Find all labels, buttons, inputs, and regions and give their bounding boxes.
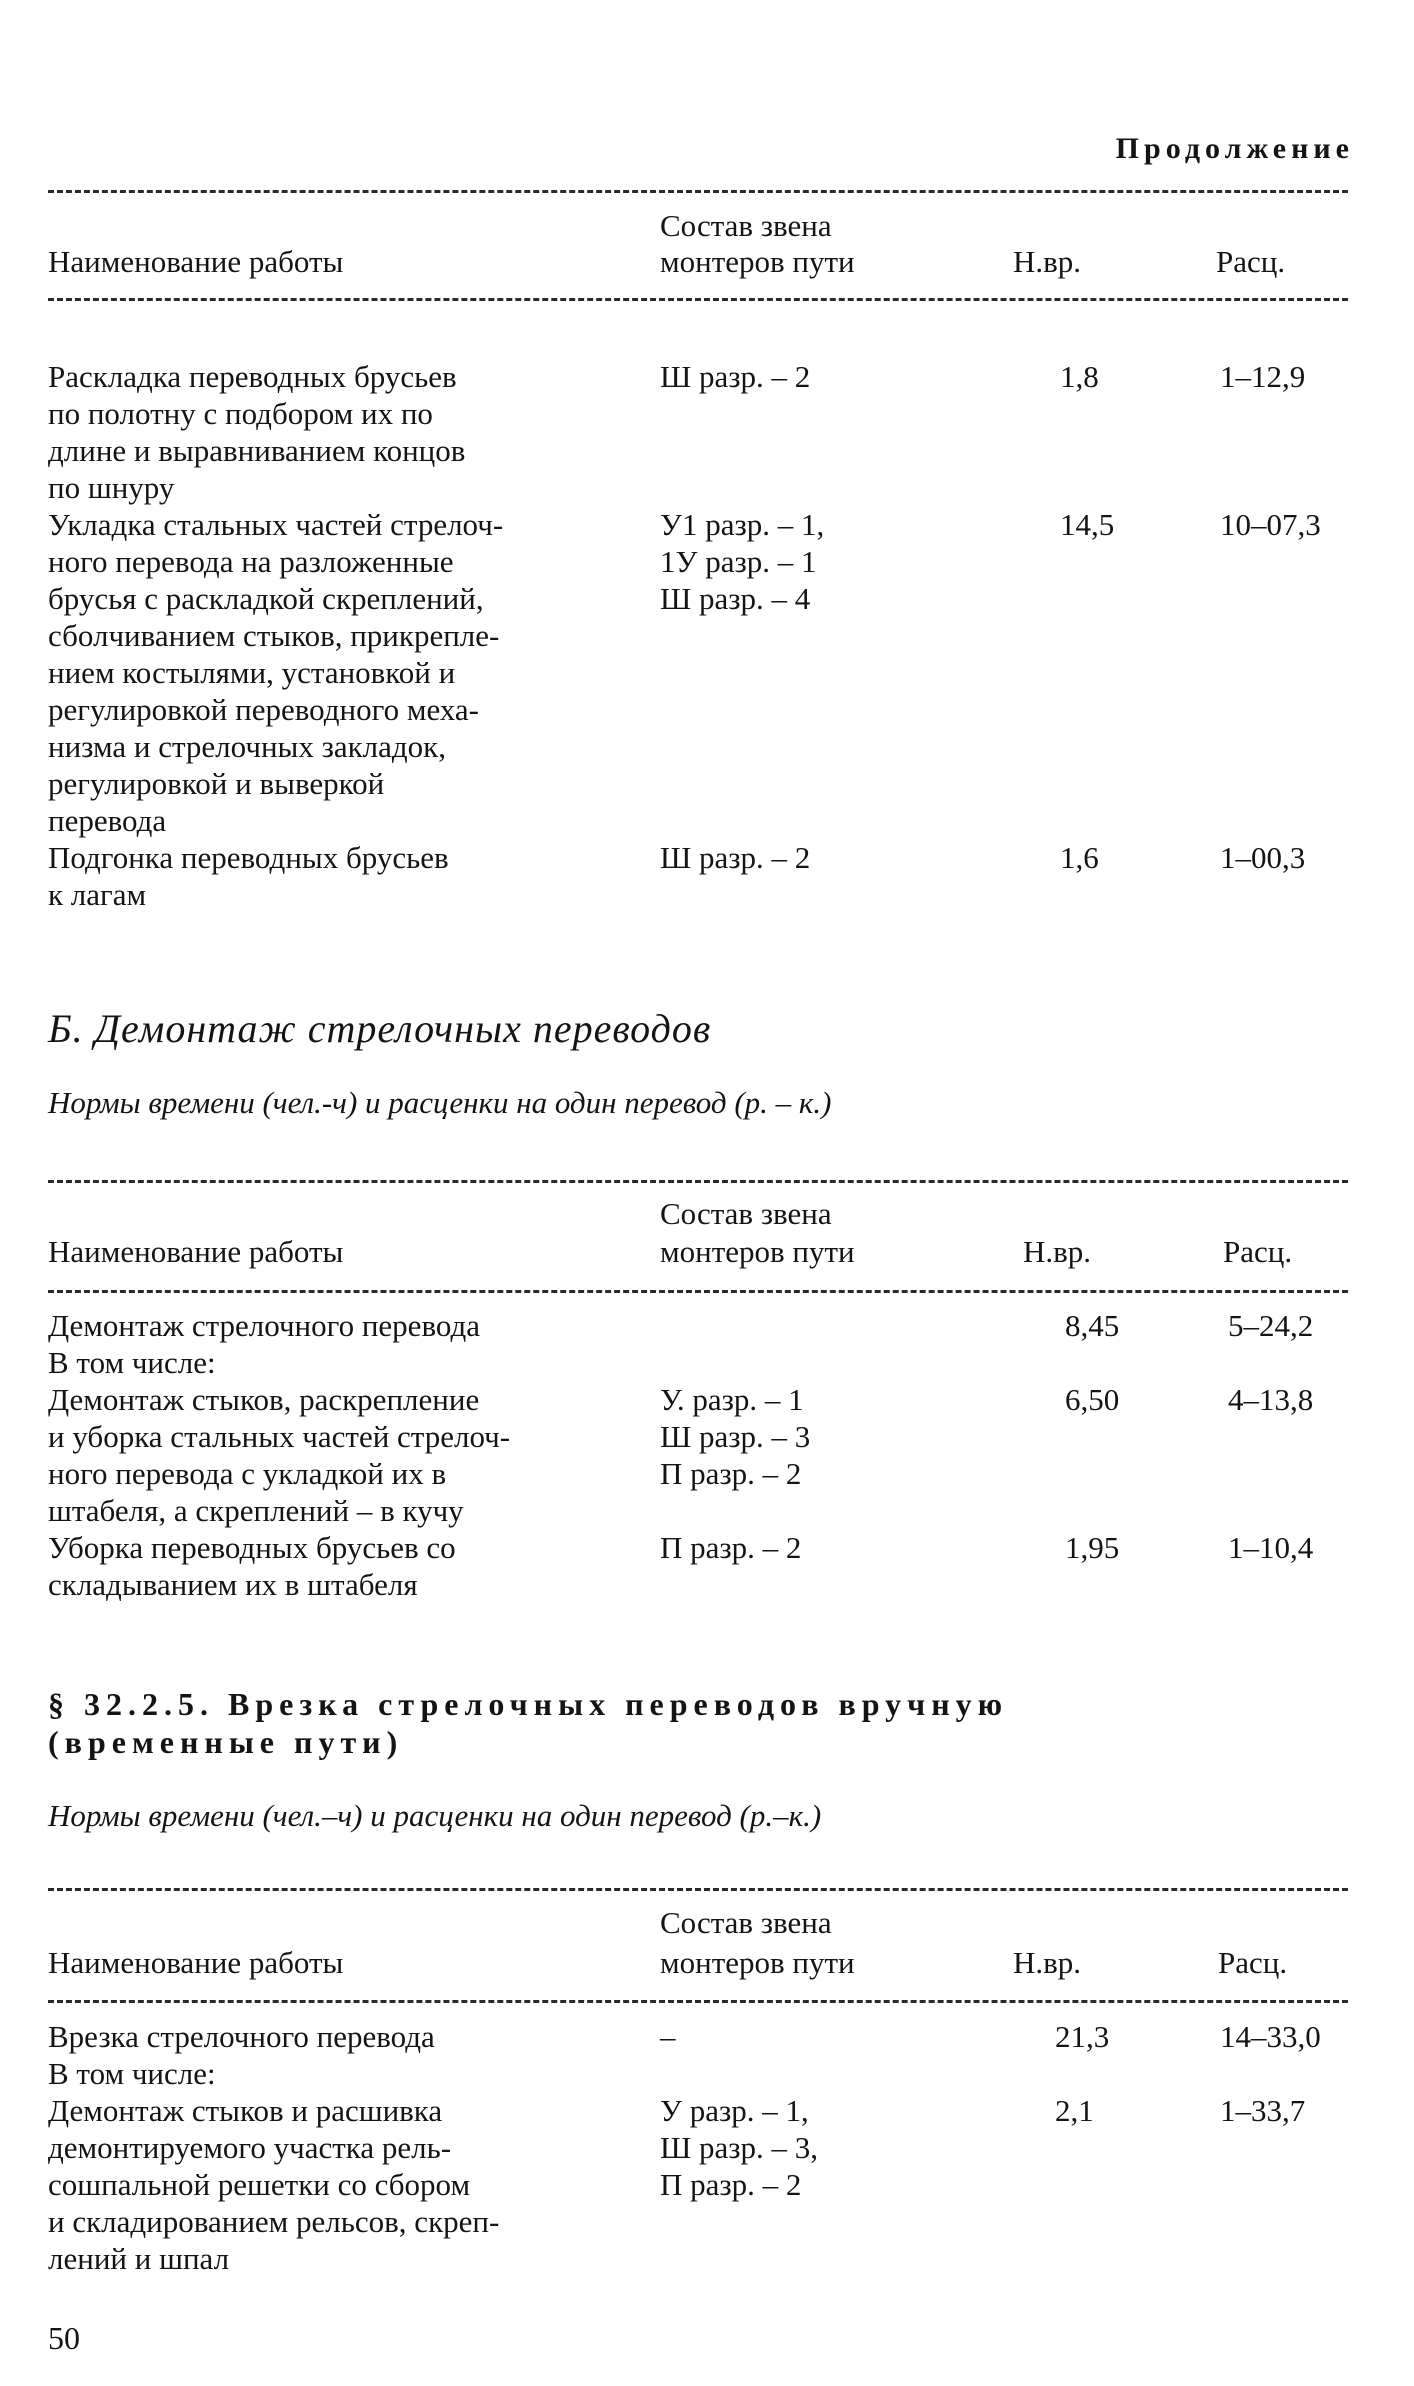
header-name: Наименование работы [48,244,344,279]
section-title: Б. Демонтаж стрелочных переводов [48,1006,712,1051]
work-name-line: и уборка стальных частей стрелоч- [48,1419,511,1454]
crew-cell [660,358,1030,506]
work-name-line: ного перевода с укладкой их в [48,1456,447,1491]
work-name-line: регулировкой и выверкой [48,766,385,801]
work-name-line: по шнуру [48,470,175,505]
work-name-line: Демонтаж стрелочного перевода [48,1308,481,1343]
work-name-line: Укладка стальных частей стрелоч- [48,507,504,542]
work-name-line: длине и выравниванием концов [48,433,466,468]
norms-table-1 [48,358,1348,913]
table-row [48,839,1348,913]
continuation-label: Продолжение [1115,132,1354,165]
rate-value: 5–24,2 [1228,1308,1314,1343]
crew-line: – [660,2019,676,2054]
norms-table-2 [48,1307,1348,1603]
work-name-cell [48,1529,660,1603]
work-name-line: Уборка переводных брусьев со [48,1530,456,1565]
crew-cell [660,1381,1030,1529]
work-name-cell [48,506,660,839]
norms-caption: Нормы времени (чел.-ч) и расценки на один перевод (р. – к.) [48,1085,832,1120]
rate-value: 1–00,3 [1220,840,1306,875]
table-rule [48,190,1348,193]
work-name-line: ного перевода на разложенные [48,544,454,579]
paragraph-heading-line2: (временные пути) [48,1724,404,1760]
norms-table-3 [48,2018,1348,2277]
crew-line: Ш разр. – 2 [660,359,811,394]
work-name-cell [48,2018,660,2092]
time-value: 1,6 [1060,840,1099,875]
time-value: 21,3 [1055,2019,1110,2054]
time-cell [1030,839,1220,913]
table-row [48,1307,1348,1381]
time-cell [1030,2018,1220,2092]
crew-cell [660,2018,1030,2092]
crew-cell [660,2092,1030,2277]
table-rule [48,1180,1348,1183]
header-time: Н.вр. [1013,1945,1082,1980]
table-row [48,358,1348,506]
rate-cell [1220,1381,1348,1529]
work-name-line: демонтируемого участка рель- [48,2130,452,2165]
rate-value: 10–07,3 [1220,507,1321,542]
crew-line: Ш разр. – 3, [660,2130,819,2165]
page-number: 50 [48,2320,80,2356]
rate-value: 4–13,8 [1228,1382,1314,1417]
work-name-cell [48,1381,660,1529]
header-name: Наименование работы [48,1234,344,1269]
work-name-line: сошпальной решетки со сбором [48,2167,471,2202]
work-name-line: по полотну с подбором их по [48,396,433,431]
crew-cell [660,506,1030,839]
rate-value: 1–33,7 [1220,2093,1306,2128]
crew-line: У1 разр. – 1, [660,507,825,542]
time-cell [1030,506,1220,839]
crew-cell [660,1307,1030,1381]
table-rule [48,1290,1348,1293]
work-name-line: складыванием их в штабеля [48,1567,418,1602]
work-name-line: брусья с раскладкой скреплений, [48,581,484,616]
table-row [48,2092,1348,2277]
time-cell [1030,1307,1220,1381]
rate-cell [1220,506,1348,839]
work-name-line: перевода [48,803,167,838]
header-crew-line2: монтеров пути [660,244,855,279]
time-value: 14,5 [1060,507,1115,542]
header-name: Наименование работы [48,1945,344,1980]
time-value: 1,8 [1060,359,1099,394]
table-rule [48,1888,1348,1891]
work-name-line: низма и стрелочных закладок, [48,729,446,764]
time-value: 2,1 [1055,2093,1094,2128]
crew-line: Ш разр. – 3 [660,1419,811,1454]
rate-cell [1220,1529,1348,1603]
header-crew-line1: Состав звена [660,208,832,243]
table-row [48,1529,1348,1603]
time-value: 1,95 [1065,1530,1120,1565]
time-value: 6,50 [1065,1382,1120,1417]
work-name-cell [48,2092,660,2277]
work-name-line: регулировкой переводного меха- [48,692,479,727]
table-rule [48,298,1348,301]
header-time: Н.вр. [1013,244,1082,279]
crew-line: 1У разр. – 1 [660,544,817,579]
rate-cell [1220,839,1348,913]
table-row [48,1381,1348,1529]
crew-line: Ш разр. – 4 [660,581,811,616]
crew-line: Ш разр. – 2 [660,840,811,875]
table-row [48,506,1348,839]
header-rate: Расц. [1216,244,1286,279]
work-name-line: Демонтаж стыков, раскрепление [48,1382,480,1417]
header-rate: Расц. [1223,1234,1293,1269]
work-name-cell [48,1307,660,1381]
work-name-line: к лагам [48,877,147,912]
work-name-line: нием костылями, установкой и [48,655,456,690]
work-name-line: В том числе: [48,2056,216,2091]
crew-line: У. разр. – 1 [660,1382,804,1417]
work-name-line: сболчиванием стыков, прикрепле- [48,618,500,653]
crew-line: П разр. – 2 [660,1530,802,1565]
rate-cell [1220,1307,1348,1381]
time-cell [1030,2092,1220,2277]
table-row [48,2018,1348,2092]
work-name-line: Врезка стрелочного перевода [48,2019,435,2054]
crew-cell [660,839,1030,913]
table-header [48,1196,1348,1276]
work-name-line: и складированием рельсов, скреп- [48,2204,500,2239]
time-cell [1030,1529,1220,1603]
rate-cell [1220,358,1348,506]
work-name-line: штабеля, а скреплений – в кучу [48,1493,464,1528]
work-name-cell [48,839,660,913]
table-header [48,208,1348,288]
work-name-line: В том числе: [48,1345,216,1380]
table-rule [48,2000,1348,2003]
paragraph-heading [48,1685,1008,1761]
time-cell [1030,1381,1220,1529]
rate-cell [1220,2092,1348,2277]
table-header [48,1905,1348,1985]
crew-line: П разр. – 2 [660,1456,802,1491]
time-cell [1030,358,1220,506]
norms-caption: Нормы времени (чел.–ч) и расценки на один перевод (р.–к.) [48,1798,822,1833]
work-name-line: Демонтаж стыков и расшивка [48,2093,443,2128]
crew-cell [660,1529,1030,1603]
crew-line: П разр. – 2 [660,2167,802,2202]
work-name-cell [48,358,660,506]
work-name-line: лений и шпал [48,2241,230,2276]
crew-line: У разр. – 1, [660,2093,809,2128]
header-crew-line1: Состав звена [660,1196,832,1231]
header-time: Н.вр. [1023,1234,1092,1269]
rate-value: 14–33,0 [1220,2019,1321,2054]
work-name-line: Раскладка переводных брусьев [48,359,457,394]
header-crew-line2: монтеров пути [660,1945,855,1980]
header-rate: Расц. [1218,1945,1288,1980]
rate-value: 1–10,4 [1228,1530,1314,1565]
paragraph-heading-line1: § 32.2.5. Врезка стрелочных переводов вручную [48,1686,1009,1722]
rate-value: 1–12,9 [1220,359,1306,394]
header-crew-line2: монтеров пути [660,1234,855,1269]
header-crew-line1: Состав звена [660,1905,832,1940]
work-name-line: Подгонка переводных брусьев [48,840,449,875]
time-value: 8,45 [1065,1308,1120,1343]
rate-cell [1220,2018,1348,2092]
